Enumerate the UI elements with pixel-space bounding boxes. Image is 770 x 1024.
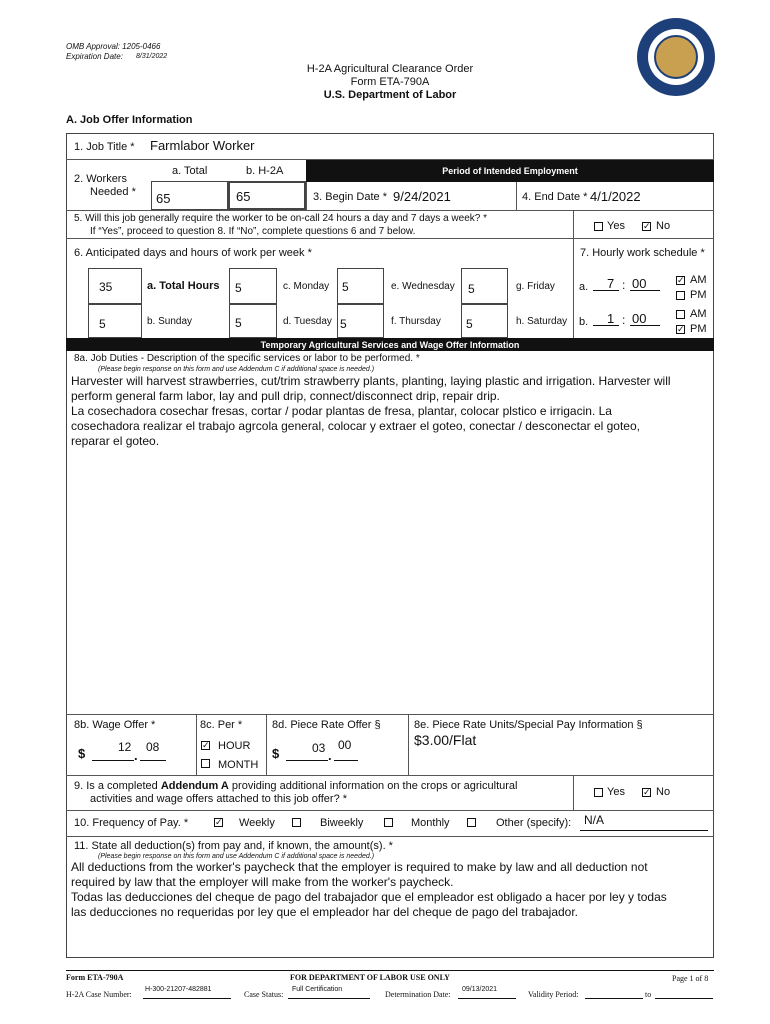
total-days-value: 35	[99, 280, 113, 294]
schedule-a-hour: 7	[607, 276, 615, 291]
wage-cents: 08	[146, 740, 160, 754]
validity-to: to	[645, 990, 652, 999]
schedule-a-pm-checkbox[interactable]	[676, 291, 685, 300]
weekly-checkbox[interactable]: ✓	[215, 817, 223, 827]
duties-field[interactable]	[71, 374, 711, 710]
h2a-workers-value: 65	[236, 189, 251, 204]
deductions-line: Todas las deducciones del cheque de pago del trabajador que el empleador est obligado a hacer por ley y todas	[71, 890, 667, 904]
friday-label: g. Friday	[516, 281, 555, 292]
piece-units-label: 8e. Piece Rate Units/Special Pay Information §	[414, 719, 643, 731]
period-of-employment-header: Period of Intended Employment	[306, 160, 714, 182]
q9-no-checkbox[interactable]: ✓	[643, 787, 651, 797]
piece-dollar-sign: $	[272, 746, 280, 761]
q9-yes-checkbox[interactable]	[594, 788, 603, 797]
q9-yes-label: Yes	[607, 786, 625, 798]
other-checkbox[interactable]	[467, 818, 476, 827]
total-days-field[interactable]	[88, 268, 142, 304]
piece-units-value[interactable]: $3.00/Flat	[414, 732, 477, 748]
case-status-label: Case Status:	[244, 990, 284, 999]
schedule-a-min: 00	[632, 276, 647, 291]
days-row2-value: 5	[99, 317, 106, 331]
total-hours-label: a. Total Hours	[147, 280, 220, 292]
case-number-label: H-2A Case Number:	[66, 990, 132, 999]
expiration-date: 8/31/2022	[136, 53, 168, 60]
duties-line: La cosechadora cosechar fresas, cortar / podar plantas de fresa, plantar, colocar plstico e irrigacin. La	[71, 404, 612, 418]
q5-line1: 5. Will this job generally require the worker to be on-call 24 hours a day and 7 days a week? *	[74, 213, 488, 224]
schedule-b-pm-label: PM	[690, 323, 707, 335]
piece-dollars: 03	[312, 741, 326, 755]
schedule-a-hour-field[interactable]	[593, 276, 619, 291]
determination-value: 09/13/2021	[462, 986, 498, 993]
total-label: a. Total	[172, 165, 208, 177]
form-name: Form ETA-790A	[350, 76, 430, 88]
case-status-value: Full Certification	[292, 986, 343, 993]
thursday-value: 5	[466, 317, 473, 331]
q9-line2: activities and wage offers attached to this job offer? *	[90, 793, 348, 805]
q5-no-label: No	[656, 220, 671, 232]
begin-date-label: 3. Begin Date *	[313, 191, 387, 203]
deductions-label: 11. State all deduction(s) from pay and, if known, the amount(s). *	[74, 840, 393, 852]
omb-approval: OMB Approval: 1205-0466	[66, 42, 161, 51]
pay-frequency-label: 10. Frequency of Pay. *	[74, 817, 189, 829]
q5-yes-label: Yes	[607, 220, 625, 232]
department-of-labor-seal	[637, 18, 715, 96]
footer-dol-use: FOR DEPARTMENT OF LABOR USE ONLY	[290, 973, 450, 982]
monday-label: c. Monday	[283, 281, 330, 292]
biweekly-checkbox[interactable]	[292, 818, 301, 827]
days-row2-field[interactable]	[88, 304, 142, 338]
case-number-value: H-300-21207-482881	[145, 986, 212, 993]
validity-start-field	[585, 988, 643, 999]
validity-end-field	[655, 988, 713, 999]
schedule-a-am-checkbox[interactable]: ✓	[677, 275, 685, 285]
job-title-label: 1. Job Title *	[74, 141, 135, 153]
duties-line: reparar el goteo.	[71, 434, 160, 448]
wednesday-value: 5	[468, 282, 475, 296]
other-label: Other (specify):	[496, 817, 572, 829]
per-month-label: MONTH	[218, 759, 259, 771]
q7-label: 7. Hourly work schedule *	[580, 247, 705, 259]
per-hour-checkbox[interactable]: ✓	[202, 740, 210, 750]
workers-needed-label-1: 2. Workers	[74, 173, 127, 185]
per-label: 8c. Per *	[200, 719, 243, 731]
saturday-label: h. Saturday	[516, 316, 568, 327]
schedule-b-hour: 1	[607, 311, 615, 326]
deductions-field[interactable]	[71, 860, 711, 954]
deductions-line: las deducciones no requeridas por ley que el empleador har del cheque de pago del trabajador.	[71, 905, 579, 919]
monthly-checkbox[interactable]	[384, 818, 393, 827]
per-month-checkbox[interactable]	[201, 759, 210, 768]
schedule-b-min: 00	[632, 311, 647, 326]
total-workers-value: 65	[156, 191, 171, 206]
validity-label: Validity Period:	[528, 990, 579, 999]
schedule-b-pm-checkbox[interactable]: ✓	[677, 324, 685, 334]
duties-line: perform general farm labor, lay and pull drip, connect/disconnect drip, repair drip.	[71, 389, 500, 403]
wage-dollar-sign: $	[78, 746, 86, 761]
wednesday-label: e. Wednesday	[391, 281, 455, 292]
duties-line: Harvester will harvest strawberries, cut/trim strawberry plants, planting, laying plastic and irrigation. Harvester will	[71, 374, 671, 388]
other-specify-value: N/A	[584, 813, 605, 827]
deductions-line: All deductions from the worker's paycheck that the employer is required to make by law and all deduction not	[71, 860, 648, 874]
expiration-label: Expiration Date:	[66, 52, 123, 61]
wage-dot: .	[134, 748, 138, 763]
per-hour-label: HOUR	[218, 740, 251, 752]
q5-no-checkbox[interactable]: ✓	[643, 221, 651, 231]
thursday-label: f. Thursday	[391, 316, 441, 327]
piece-rate-label: 8d. Piece Rate Offer §	[272, 719, 381, 731]
sunday-label: b. Sunday	[147, 316, 193, 327]
tuesday-label: d. Tuesday	[283, 316, 332, 327]
schedule-a-am-label: AM	[690, 274, 707, 286]
q5-yes-checkbox[interactable]	[594, 222, 603, 231]
services-band: Temporary Agricultural Services and Wage Offer Information	[66, 338, 714, 351]
q5-line2: If “Yes”, proceed to question 8. If “No”, complete questions 6 and 7 below.	[90, 226, 416, 237]
determination-label: Determination Date:	[385, 990, 451, 999]
biweekly-label: Biweekly	[320, 817, 364, 829]
duties-note: (Please begin response on this form and use Addendum C if additional space is needed.)	[98, 366, 375, 373]
schedule-b-am-checkbox[interactable]	[676, 310, 685, 319]
end-date-value[interactable]: 4/1/2022	[590, 189, 641, 204]
piece-dot: .	[328, 748, 332, 763]
section-a-heading: A. Job Offer Information	[66, 114, 193, 126]
monday-value: 5	[342, 280, 349, 294]
monthly-label: Monthly	[411, 817, 450, 829]
schedule-a-colon: :	[622, 278, 626, 292]
form-title: H-2A Agricultural Clearance Order	[306, 63, 474, 75]
q9-no-label: No	[656, 786, 671, 798]
workers-needed-label-2: Needed *	[90, 186, 136, 198]
duties-label: 8a. Job Duties - Description of the specific services or labor to be performed. *	[74, 353, 420, 364]
schedule-a-label: a.	[579, 281, 589, 293]
q9-line1: 9. Is a completed Addendum A providing additional information on the crops or agricultural	[74, 780, 518, 792]
schedule-b-hour-field[interactable]	[593, 311, 619, 326]
schedule-a-pm-label: PM	[690, 289, 707, 301]
q6-label: 6. Anticipated days and hours of work per week *	[74, 247, 312, 259]
department-name: U.S. Department of Labor	[323, 89, 457, 101]
footer-form-name: Form ETA-790A	[66, 973, 124, 982]
sunday-value: 5	[235, 316, 242, 330]
job-title-value[interactable]: Farmlabor Worker	[150, 138, 255, 153]
footer-page: Page 1 of 8	[672, 974, 709, 983]
weekly-label: Weekly	[239, 817, 275, 829]
duties-line: cosechadora realizar el trabajo agrcola general, colocar y extraer el goteo, conectar / desconectar el goteo,	[71, 419, 640, 433]
schedule-b-colon: :	[622, 313, 626, 327]
end-date-label: 4. End Date *	[522, 191, 588, 203]
tuesday-value: 5	[340, 317, 347, 331]
total-hours-value: 5	[235, 281, 242, 295]
piece-cents: 00	[338, 738, 352, 752]
h2a-label: b. H-2A	[246, 165, 284, 177]
schedule-b-label: b.	[579, 316, 589, 328]
deductions-note: (Please begin response on this form and use Addendum C if additional space is needed.)	[98, 853, 375, 860]
wage-offer-label: 8b. Wage Offer *	[74, 719, 156, 731]
begin-date-value[interactable]: 9/24/2021	[393, 189, 451, 204]
deductions-line: required by law that the employer will make from the worker's paycheck.	[71, 875, 454, 889]
schedule-b-am-label: AM	[690, 308, 707, 320]
wage-dollars: 12	[118, 740, 132, 754]
